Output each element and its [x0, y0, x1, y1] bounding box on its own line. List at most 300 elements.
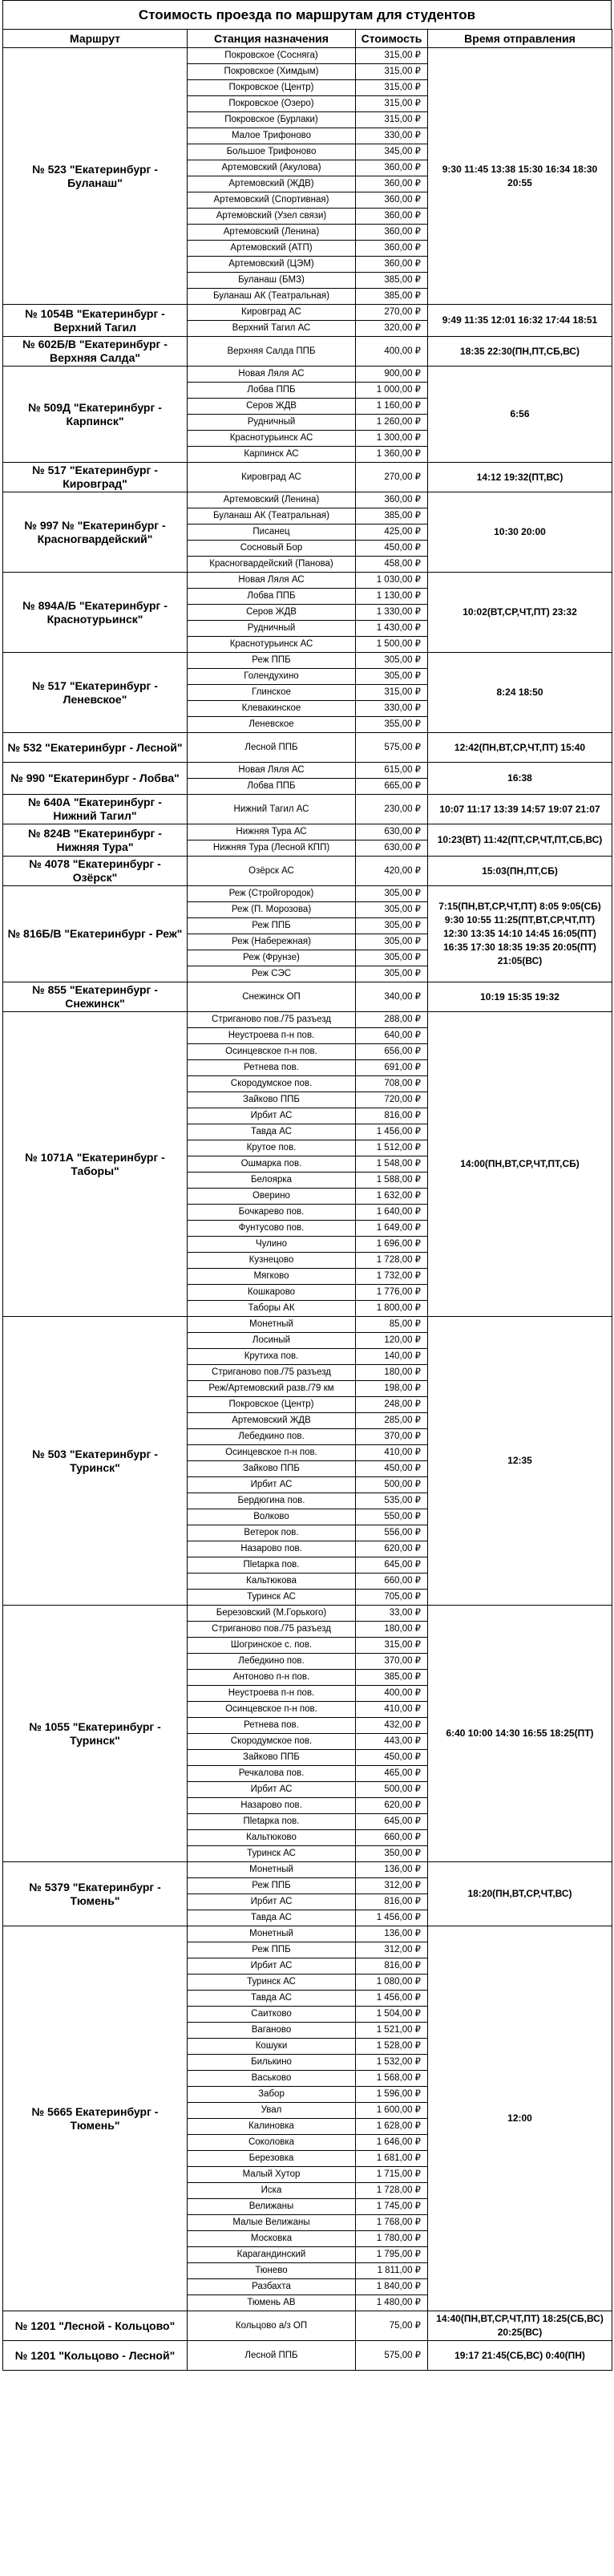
- station-cell: Верхний Тагил АС: [188, 321, 356, 337]
- price-cell: 305,00 ₽: [356, 950, 428, 966]
- route-name: № 5379 "Екатеринбург - Тюмень": [3, 1862, 188, 1926]
- price-cell: 900,00 ₽: [356, 367, 428, 383]
- price-cell: 575,00 ₽: [356, 2341, 428, 2371]
- price-cell: 816,00 ₽: [356, 1108, 428, 1124]
- price-cell: 315,00 ₽: [356, 96, 428, 112]
- price-cell: 425,00 ₽: [356, 525, 428, 541]
- price-cell: 360,00 ₽: [356, 176, 428, 192]
- station-cell: Малые Велижаны: [188, 2215, 356, 2231]
- price-cell: 1 840,00 ₽: [356, 2279, 428, 2295]
- price-cell: 312,00 ₽: [356, 1878, 428, 1894]
- price-cell: 305,00 ₽: [356, 966, 428, 982]
- table-row: [3, 463, 612, 492]
- price-cell: 270,00 ₽: [356, 305, 428, 321]
- station-cell: Пletарка пов.: [188, 1814, 356, 1830]
- price-cell: 660,00 ₽: [356, 1830, 428, 1846]
- station-cell: Буланаш АК (Театральная): [188, 289, 356, 305]
- station-cell: Монетный: [188, 1926, 356, 1942]
- price-cell: 385,00 ₽: [356, 508, 428, 525]
- station-cell: Серов ЖДВ: [188, 399, 356, 415]
- route-name: № 990 "Екатеринбург - Лобва": [3, 763, 188, 795]
- price-cell: 1 649,00 ₽: [356, 1221, 428, 1237]
- price-cell: 1 330,00 ₽: [356, 605, 428, 621]
- departure-times: 15:03(ПН,ПТ,СБ): [428, 857, 612, 886]
- table-row: [3, 1862, 612, 1878]
- price-cell: 1 628,00 ₽: [356, 2119, 428, 2135]
- price-cell: 1 030,00 ₽: [356, 573, 428, 589]
- price-cell: 1 596,00 ₽: [356, 2087, 428, 2103]
- price-cell: 360,00 ₽: [356, 225, 428, 241]
- price-cell: 1 548,00 ₽: [356, 1156, 428, 1173]
- station-cell: Артемовский (Спортивная): [188, 192, 356, 209]
- station-cell: Карагандинский: [188, 2247, 356, 2263]
- station-cell: Реж (Фрунзе): [188, 950, 356, 966]
- station-cell: Покровское (Бурлаки): [188, 112, 356, 128]
- station-cell: Кошкарово: [188, 1285, 356, 1301]
- price-cell: 620,00 ₽: [356, 1798, 428, 1814]
- price-cell: 1 681,00 ₽: [356, 2151, 428, 2167]
- departure-times: 14:40(ПН,ВТ,СР,ЧТ,ПТ) 18:25(СБ,ВС) 20:25(ВС): [428, 2311, 612, 2341]
- station-cell: Бочкарево пов.: [188, 1205, 356, 1221]
- station-cell: Назарово пов.: [188, 1798, 356, 1814]
- departure-times: 19:17 21:45(СБ,ВС) 0:40(ПН): [428, 2341, 612, 2371]
- table-row: [3, 305, 612, 321]
- station-cell: Тавда АС: [188, 1124, 356, 1140]
- station-cell: Ирбит АС: [188, 1958, 356, 1975]
- station-cell: Осинцевское п-н пов.: [188, 1044, 356, 1060]
- price-cell: 305,00 ₽: [356, 653, 428, 669]
- station-cell: Шогринское с. пов.: [188, 1638, 356, 1654]
- station-cell: Ошмарка пов.: [188, 1156, 356, 1173]
- route-name: № 816Б/В "Екатеринбург - Реж": [3, 886, 188, 982]
- price-cell: 385,00 ₽: [356, 273, 428, 289]
- price-cell: 1 768,00 ₽: [356, 2215, 428, 2231]
- station-cell: Лобва ППБ: [188, 383, 356, 399]
- station-cell: Монетный: [188, 1317, 356, 1333]
- station-cell: Чулино: [188, 1237, 356, 1253]
- price-cell: 1 800,00 ₽: [356, 1301, 428, 1317]
- price-cell: 500,00 ₽: [356, 1477, 428, 1493]
- departure-times: 10:23(ВТ) 11:42(ПТ,СР,ЧТ,ПТ,СБ,ВС): [428, 824, 612, 857]
- price-cell: 345,00 ₽: [356, 144, 428, 160]
- header-time: Время отправления: [428, 30, 612, 48]
- station-cell: Разбаxта: [188, 2279, 356, 2295]
- price-cell: 315,00 ₽: [356, 80, 428, 96]
- price-cell: 288,00 ₽: [356, 1012, 428, 1028]
- price-cell: 1 130,00 ₽: [356, 589, 428, 605]
- price-cell: 1 528,00 ₽: [356, 2039, 428, 2055]
- departure-times: 12:42(ПН,ВТ,СР,ЧТ,ПТ) 15:40: [428, 733, 612, 763]
- station-cell: Фунтусово пов.: [188, 1221, 356, 1237]
- price-cell: 1 780,00 ₽: [356, 2231, 428, 2247]
- price-cell: 1 360,00 ₽: [356, 447, 428, 463]
- price-cell: 1 512,00 ₽: [356, 1140, 428, 1156]
- price-cell: 315,00 ₽: [356, 48, 428, 64]
- departure-times: 8:24 18:50: [428, 653, 612, 733]
- price-cell: 1 745,00 ₽: [356, 2199, 428, 2215]
- station-cell: Буланаш (БМЗ): [188, 273, 356, 289]
- price-cell: 1 568,00 ₽: [356, 2071, 428, 2087]
- station-cell: Стриганово пов./75 разъезд: [188, 1012, 356, 1028]
- station-cell: Соколовка: [188, 2135, 356, 2151]
- departure-times: 12:35: [428, 1317, 612, 1606]
- price-cell: 640,00 ₽: [356, 1028, 428, 1044]
- price-cell: 305,00 ₽: [356, 669, 428, 685]
- price-cell: 465,00 ₽: [356, 1766, 428, 1782]
- price-cell: 1 260,00 ₽: [356, 415, 428, 431]
- route-name: № 1071А "Екатеринбург - Таборы": [3, 1012, 188, 1317]
- route-name: № 503 "Екатеринбург - Туринск": [3, 1317, 188, 1606]
- station-cell: Крутиха пов.: [188, 1349, 356, 1365]
- price-cell: 140,00 ₽: [356, 1349, 428, 1365]
- table-row: [3, 824, 612, 840]
- price-cell: 315,00 ₽: [356, 1638, 428, 1654]
- price-cell: 656,00 ₽: [356, 1044, 428, 1060]
- station-cell: Кошуки: [188, 2039, 356, 2055]
- station-cell: Нижний Тагил АС: [188, 795, 356, 824]
- station-cell: Лесной ППБ: [188, 733, 356, 763]
- route-name: № 517 "Екатеринбург - Леневское": [3, 653, 188, 733]
- station-cell: Московка: [188, 2231, 356, 2247]
- price-cell: 75,00 ₽: [356, 2311, 428, 2341]
- route-name: № 1054В "Екатеринбург - Верхний Тагил: [3, 305, 188, 337]
- price-cell: 305,00 ₽: [356, 934, 428, 950]
- station-cell: Писанец: [188, 525, 356, 541]
- station-cell: Бердюгина пов.: [188, 1493, 356, 1509]
- header-row: [3, 30, 612, 48]
- table-row: [3, 1317, 612, 1333]
- station-cell: Буланаш АК (Театральная): [188, 508, 356, 525]
- price-cell: 645,00 ₽: [356, 1814, 428, 1830]
- departure-times: 18:35 22:30(ПН,ПТ,СБ,ВС): [428, 337, 612, 367]
- price-cell: 1 696,00 ₽: [356, 1237, 428, 1253]
- station-cell: Голендухино: [188, 669, 356, 685]
- station-cell: Туринск АС: [188, 1590, 356, 1606]
- station-cell: Ветерок пов.: [188, 1525, 356, 1541]
- fare-table: [2, 29, 612, 2371]
- price-cell: 450,00 ₽: [356, 541, 428, 557]
- station-cell: Ретнева пов.: [188, 1060, 356, 1076]
- station-cell: Туринск АС: [188, 1975, 356, 1991]
- price-cell: 230,00 ₽: [356, 795, 428, 824]
- price-cell: 1 160,00 ₽: [356, 399, 428, 415]
- price-cell: 315,00 ₽: [356, 64, 428, 80]
- price-cell: 705,00 ₽: [356, 1590, 428, 1606]
- station-cell: Артемовский (АТП): [188, 241, 356, 257]
- price-cell: 355,00 ₽: [356, 717, 428, 733]
- price-cell: 1 600,00 ₽: [356, 2103, 428, 2119]
- price-cell: 136,00 ₽: [356, 1862, 428, 1878]
- station-cell: Скородумское пов.: [188, 1076, 356, 1092]
- table-row: [3, 763, 612, 779]
- station-cell: Лебедкино пов.: [188, 1429, 356, 1445]
- station-cell: Артемовский (ЖДВ): [188, 176, 356, 192]
- station-cell: Реж ППБ: [188, 1878, 356, 1894]
- station-cell: Покровское (Химдым): [188, 64, 356, 80]
- price-cell: 400,00 ₽: [356, 1686, 428, 1702]
- station-cell: Мягково: [188, 1269, 356, 1285]
- price-cell: 1 456,00 ₽: [356, 1124, 428, 1140]
- route-name: № 1055 "Екатеринбург - Туринск": [3, 1606, 188, 1862]
- station-cell: Иска: [188, 2183, 356, 2199]
- route-name: № 509Д "Екатеринбург - Карпинск": [3, 367, 188, 463]
- price-cell: 385,00 ₽: [356, 289, 428, 305]
- station-cell: Красногвардейский (Панова): [188, 557, 356, 573]
- price-cell: 1 532,00 ₽: [356, 2055, 428, 2071]
- station-cell: Леневское: [188, 717, 356, 733]
- price-cell: 350,00 ₽: [356, 1846, 428, 1862]
- station-cell: Ирбит АС: [188, 1108, 356, 1124]
- station-cell: Артемовский (Ленина): [188, 225, 356, 241]
- price-cell: 410,00 ₽: [356, 1702, 428, 1718]
- price-cell: 630,00 ₽: [356, 840, 428, 857]
- table-row: [3, 367, 612, 383]
- route-name: № 997 № "Екатеринбург - Красногвардейский": [3, 492, 188, 573]
- station-cell: Новая Ляля АС: [188, 367, 356, 383]
- station-cell: Кузнецово: [188, 1253, 356, 1269]
- table-row: [3, 337, 612, 367]
- price-cell: 330,00 ₽: [356, 128, 428, 144]
- price-cell: 443,00 ₽: [356, 1734, 428, 1750]
- price-cell: 816,00 ₽: [356, 1958, 428, 1975]
- station-cell: Неустроева п-н пов.: [188, 1686, 356, 1702]
- table-row: [3, 733, 612, 763]
- station-cell: Артемовский ЖДВ: [188, 1413, 356, 1429]
- table-row: [3, 2311, 612, 2341]
- station-cell: Малый Хутор: [188, 2167, 356, 2183]
- station-cell: Нижняя Тура (Лесной КПП): [188, 840, 356, 857]
- price-cell: 1 456,00 ₽: [356, 1991, 428, 2007]
- station-cell: Артемовский (Акулова): [188, 160, 356, 176]
- departure-times: 10:07 11:17 13:39 14:57 19:07 21:07: [428, 795, 612, 824]
- price-cell: 248,00 ₽: [356, 1397, 428, 1413]
- station-cell: Скородумское пов.: [188, 1734, 356, 1750]
- table-row: [3, 1926, 612, 1942]
- price-cell: 1 504,00 ₽: [356, 2007, 428, 2023]
- station-cell: Кальтюково: [188, 1830, 356, 1846]
- page-title: Стоимость проезда по маршрутам для студентов: [2, 0, 612, 29]
- station-cell: Малое Трифоново: [188, 128, 356, 144]
- station-cell: Реж (Стройгородок): [188, 886, 356, 902]
- price-cell: 500,00 ₽: [356, 1782, 428, 1798]
- station-cell: Реж (П. Морозова): [188, 902, 356, 918]
- price-cell: 1 521,00 ₽: [356, 2023, 428, 2039]
- station-cell: Кольцово а/з ОП: [188, 2311, 356, 2341]
- price-cell: 665,00 ₽: [356, 779, 428, 795]
- departure-times: 18:20(ПН,ВТ,СР,ЧТ,ВС): [428, 1862, 612, 1926]
- station-cell: Березовка: [188, 2151, 356, 2167]
- price-cell: 575,00 ₽: [356, 733, 428, 763]
- price-cell: 816,00 ₽: [356, 1894, 428, 1910]
- station-cell: Кальтюкова: [188, 1574, 356, 1590]
- price-cell: 330,00 ₽: [356, 701, 428, 717]
- departure-times: 10:02(ВТ,СР,ЧТ,ПТ) 23:32: [428, 573, 612, 653]
- price-cell: 305,00 ₽: [356, 918, 428, 934]
- price-cell: 370,00 ₽: [356, 1654, 428, 1670]
- station-cell: Волково: [188, 1509, 356, 1525]
- station-cell: Увал: [188, 2103, 356, 2119]
- price-cell: 315,00 ₽: [356, 112, 428, 128]
- header-price: Стоимость: [356, 30, 428, 48]
- price-cell: 315,00 ₽: [356, 685, 428, 701]
- route-name: № 602Б/В "Екатеринбург - Верхняя Салда": [3, 337, 188, 367]
- station-cell: Белоярка: [188, 1173, 356, 1189]
- fare-table-body: [3, 48, 612, 2371]
- departure-times: 16:38: [428, 763, 612, 795]
- price-cell: 1 811,00 ₽: [356, 2263, 428, 2279]
- route-name: № 5665 Екатеринбург - Тюмень": [3, 1926, 188, 2311]
- price-cell: 1 480,00 ₽: [356, 2295, 428, 2311]
- station-cell: Сосновый Бор: [188, 541, 356, 557]
- station-cell: Назарово пов.: [188, 1541, 356, 1557]
- price-cell: 305,00 ₽: [356, 886, 428, 902]
- station-cell: Артемовский (Ленина): [188, 492, 356, 508]
- station-cell: Нижняя Тура АС: [188, 824, 356, 840]
- price-cell: 180,00 ₽: [356, 1365, 428, 1381]
- station-cell: Речкалова пов.: [188, 1766, 356, 1782]
- price-cell: 305,00 ₽: [356, 902, 428, 918]
- route-name: № 894А/Б "Екатеринбург - Краснотурьинск": [3, 573, 188, 653]
- station-cell: Верхняя Салда ППБ: [188, 337, 356, 367]
- price-cell: 120,00 ₽: [356, 1333, 428, 1349]
- price-cell: 708,00 ₽: [356, 1076, 428, 1092]
- station-cell: Пletарка пов.: [188, 1557, 356, 1574]
- price-cell: 1 500,00 ₽: [356, 637, 428, 653]
- route-name: № 532 "Екатеринбург - Лесной": [3, 733, 188, 763]
- station-cell: Тюмень АВ: [188, 2295, 356, 2311]
- station-cell: Зайково ППБ: [188, 1092, 356, 1108]
- price-cell: 1 000,00 ₽: [356, 383, 428, 399]
- station-cell: Лобва ППБ: [188, 589, 356, 605]
- table-row: [3, 573, 612, 589]
- table-row: [3, 48, 612, 64]
- station-cell: Саитково: [188, 2007, 356, 2023]
- departure-times: 9:30 11:45 13:38 15:30 16:34 18:30 20:55: [428, 48, 612, 305]
- price-cell: 85,00 ₽: [356, 1317, 428, 1333]
- station-cell: Реж (Набережная): [188, 934, 356, 950]
- route-name: № 4078 "Екатеринбург - Озёрск": [3, 857, 188, 886]
- station-cell: Артемовский (ЦЭМ): [188, 257, 356, 273]
- price-cell: 620,00 ₽: [356, 1541, 428, 1557]
- table-row: [3, 653, 612, 669]
- table-row: [3, 492, 612, 508]
- route-name: № 523 "Екатеринбург - Буланаш": [3, 48, 188, 305]
- station-cell: Артемовский (Узел связи): [188, 209, 356, 225]
- station-cell: Новая Ляля АС: [188, 573, 356, 589]
- price-cell: 660,00 ₽: [356, 1574, 428, 1590]
- price-cell: 340,00 ₽: [356, 982, 428, 1012]
- price-cell: 1 080,00 ₽: [356, 1975, 428, 1991]
- station-cell: Таборы АК: [188, 1301, 356, 1317]
- price-cell: 360,00 ₽: [356, 257, 428, 273]
- price-cell: 360,00 ₽: [356, 209, 428, 225]
- station-cell: Тавда АС: [188, 1991, 356, 2007]
- price-cell: 1 715,00 ₽: [356, 2167, 428, 2183]
- table-row: [3, 795, 612, 824]
- station-cell: Стриганово пов./75 разъезд: [188, 1622, 356, 1638]
- station-cell: Реж СЭС: [188, 966, 356, 982]
- price-cell: 450,00 ₽: [356, 1461, 428, 1477]
- price-cell: 360,00 ₽: [356, 192, 428, 209]
- departure-times: 10:19 15:35 19:32: [428, 982, 612, 1012]
- station-cell: Покровское (Центр): [188, 80, 356, 96]
- price-cell: 1 795,00 ₽: [356, 2247, 428, 2263]
- departure-times: 6:40 10:00 14:30 16:55 18:25(ПТ): [428, 1606, 612, 1862]
- table-row: [3, 982, 612, 1012]
- station-cell: Оверино: [188, 1189, 356, 1205]
- table-row: [3, 1606, 612, 1622]
- station-cell: Калиновка: [188, 2119, 356, 2135]
- departure-times: 14:00(ПН,ВТ,СР,ЧТ,ПТ,СБ): [428, 1012, 612, 1317]
- station-cell: Осинцевское п-н пов.: [188, 1445, 356, 1461]
- station-cell: Крутое пов.: [188, 1140, 356, 1156]
- station-cell: Краснотурьинск АС: [188, 637, 356, 653]
- station-cell: Рудничный: [188, 621, 356, 637]
- station-cell: Велижаны: [188, 2199, 356, 2215]
- fare-sheet: [2, 0, 612, 2371]
- station-cell: Реж ППБ: [188, 1942, 356, 1958]
- departure-times: 14:12 19:32(ПТ,ВС): [428, 463, 612, 492]
- station-cell: Кировград АС: [188, 463, 356, 492]
- price-cell: 1 430,00 ₽: [356, 621, 428, 637]
- price-cell: 630,00 ₽: [356, 824, 428, 840]
- departure-times: 10:30 20:00: [428, 492, 612, 573]
- station-cell: Покровское (Центр): [188, 1397, 356, 1413]
- station-cell: Лобва ППБ: [188, 779, 356, 795]
- price-cell: 1 732,00 ₽: [356, 1269, 428, 1285]
- station-cell: Лосиный: [188, 1333, 356, 1349]
- price-cell: 198,00 ₽: [356, 1381, 428, 1397]
- price-cell: 270,00 ₽: [356, 463, 428, 492]
- price-cell: 285,00 ₽: [356, 1413, 428, 1429]
- price-cell: 360,00 ₽: [356, 160, 428, 176]
- price-cell: 556,00 ₽: [356, 1525, 428, 1541]
- price-cell: 1 728,00 ₽: [356, 2183, 428, 2199]
- price-cell: 410,00 ₽: [356, 1445, 428, 1461]
- price-cell: 645,00 ₽: [356, 1557, 428, 1574]
- station-cell: Клевакинское: [188, 701, 356, 717]
- price-cell: 1 632,00 ₽: [356, 1189, 428, 1205]
- station-cell: Новая Ляля АС: [188, 763, 356, 779]
- price-cell: 180,00 ₽: [356, 1622, 428, 1638]
- station-cell: Снежинск ОП: [188, 982, 356, 1012]
- departure-times: 6:56: [428, 367, 612, 463]
- station-cell: Ирбит АС: [188, 1782, 356, 1798]
- price-cell: 615,00 ₽: [356, 763, 428, 779]
- departure-times: 7:15(ПН,ВТ,СР,ЧТ,ПТ) 8:05 9:05(СБ) 9:30 10:55 11:25(ПТ,ВТ,СР,ЧТ,ПТ) 12:30 13:35 14:10 14:45 16:05(ПТ) 16:35 17:30 18:35 19:35 20:05(ПТ) 21:05(ВС): [428, 886, 612, 982]
- station-cell: Озёрск АС: [188, 857, 356, 886]
- price-cell: 720,00 ₽: [356, 1092, 428, 1108]
- price-cell: 550,00 ₽: [356, 1509, 428, 1525]
- price-cell: 1 776,00 ₽: [356, 1285, 428, 1301]
- price-cell: 1 300,00 ₽: [356, 431, 428, 447]
- price-cell: 1 588,00 ₽: [356, 1173, 428, 1189]
- route-name: № 640А "Екатеринбург - Нижний Тагил": [3, 795, 188, 824]
- station-cell: Ирбит АС: [188, 1894, 356, 1910]
- price-cell: 1 640,00 ₽: [356, 1205, 428, 1221]
- station-cell: Зайково ППБ: [188, 1461, 356, 1477]
- station-cell: Тавда АС: [188, 1910, 356, 1926]
- station-cell: Ваганово: [188, 2023, 356, 2039]
- station-cell: Тюнево: [188, 2263, 356, 2279]
- price-cell: 1 728,00 ₽: [356, 1253, 428, 1269]
- price-cell: 33,00 ₽: [356, 1606, 428, 1622]
- route-name: № 855 "Екатеринбург - Снежинск": [3, 982, 188, 1012]
- price-cell: 691,00 ₽: [356, 1060, 428, 1076]
- price-cell: 385,00 ₽: [356, 1670, 428, 1686]
- station-cell: Реж/Артемовский разв./79 км: [188, 1381, 356, 1397]
- price-cell: 360,00 ₽: [356, 492, 428, 508]
